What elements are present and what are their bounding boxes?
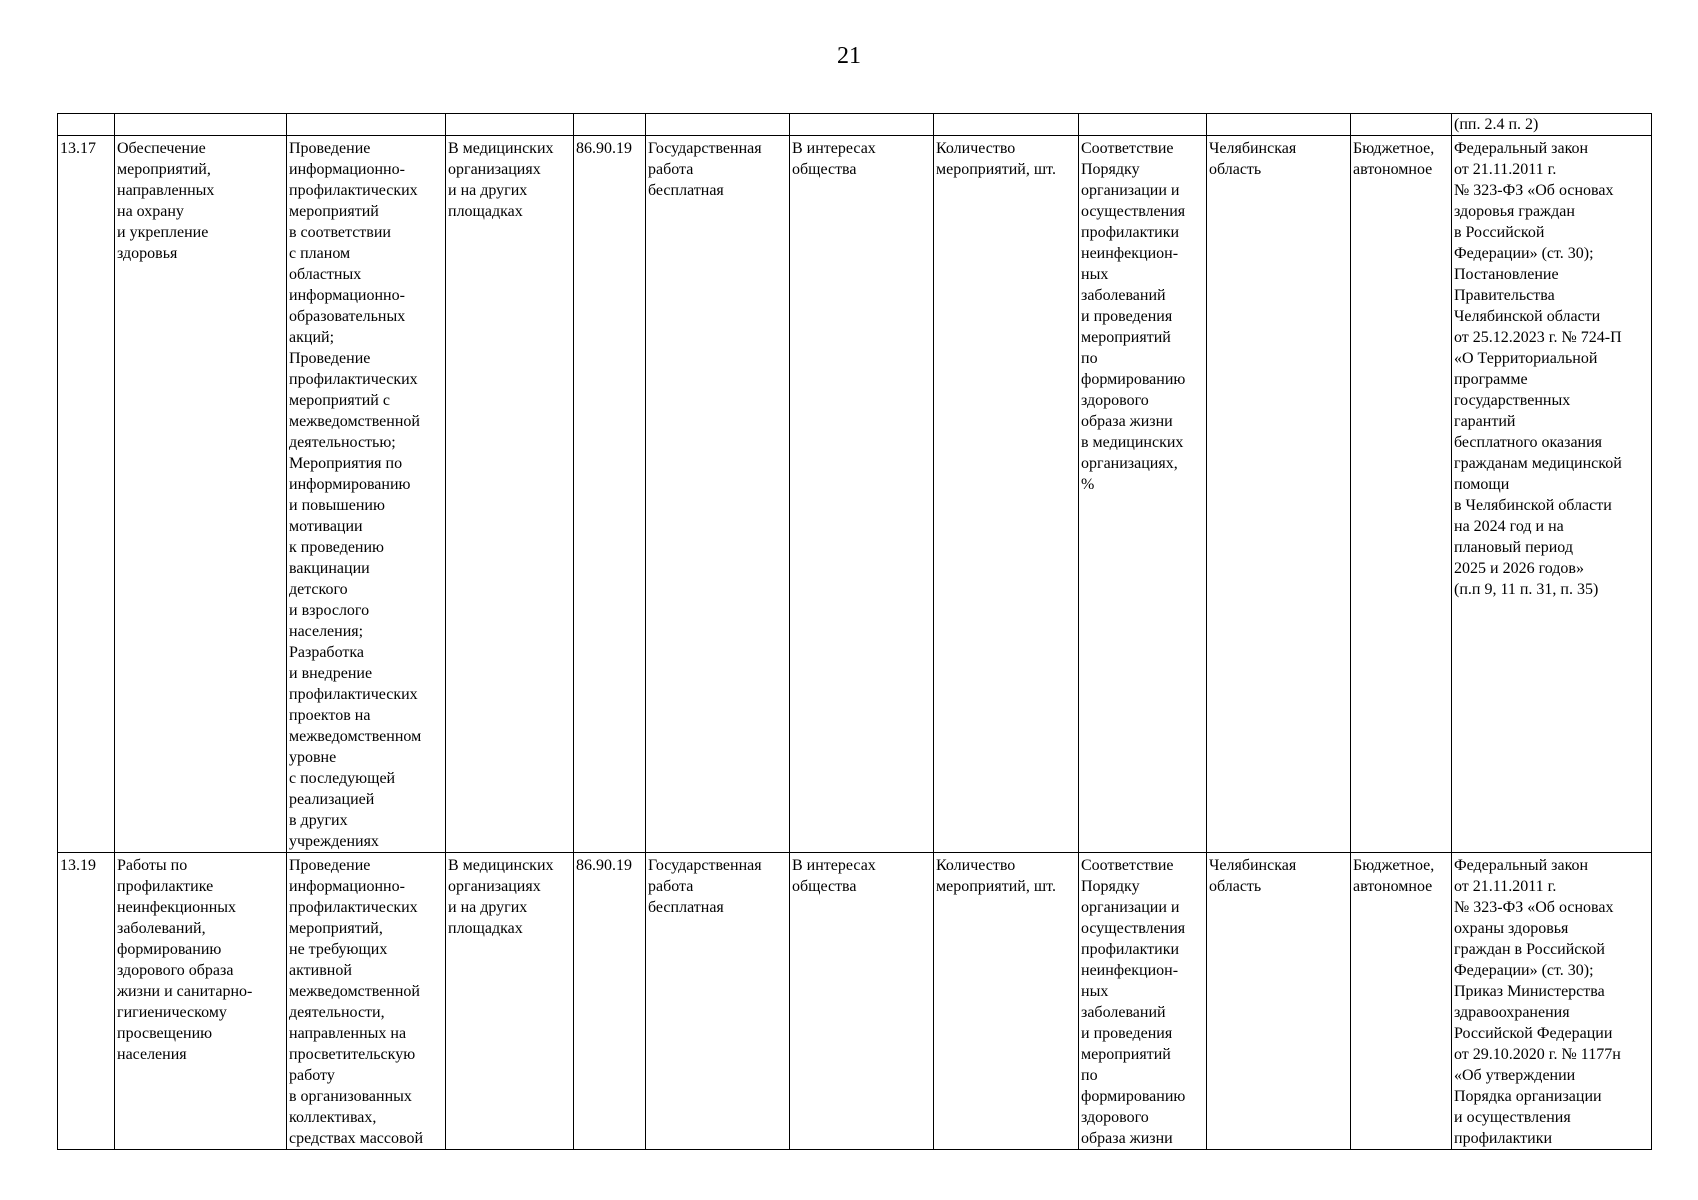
table-row-13-19: [58, 853, 1652, 1150]
cell-founder: Челябинская область: [1207, 136, 1351, 853]
cell-quality: Соответствие Порядку организации и осуществления профилактики неинфекцион- ных заболеваний и проведения мероприятий по формированию здорового образа жизни в медицинских организациях, %: [1079, 136, 1207, 853]
cell-content: [287, 114, 446, 136]
cell-volume: Количество мероприятий, шт.: [934, 136, 1079, 853]
cell-content: Проведение информационно- профилактических мероприятий, не требующих активной межведомственной деятельности, направленных на просветительскую работу в организованных коллективах, средствах массовой: [287, 853, 446, 1150]
cell-okved: [574, 114, 646, 136]
services-table: [57, 113, 1652, 1150]
cell-quality: [1079, 114, 1207, 136]
table-row-13-17: [58, 136, 1652, 853]
cell-number: [58, 114, 115, 136]
cell-name: [115, 114, 287, 136]
cell-quality: Соответствие Порядку организации и осуществления профилактики неинфекцион- ных заболеваний и проведения мероприятий по формированию здорового образа жизни: [1079, 853, 1207, 1150]
cell-consumers: В интересах общества: [790, 853, 934, 1150]
cell-place: В медицинских организациях и на других площадках: [446, 136, 574, 853]
cell-okved: 86.90.19: [574, 853, 646, 1150]
cell-consumers: В интересах общества: [790, 136, 934, 853]
cell-volume: [934, 114, 1079, 136]
cell-basis: Федеральный закон от 21.11.2011 г. № 323-ФЗ «Об основах охраны здоровья граждан в Российской Федерации» (ст. 30); Приказ Министерства здравоохранения Российской Федерации от 29.10.2020 г. № 1177н «Об утверждении Порядка организации и осуществления профилактики: [1452, 853, 1652, 1150]
cell-place: [446, 114, 574, 136]
table-row-continuation: [58, 114, 1652, 136]
cell-type: Государственная работа бесплатная: [646, 853, 790, 1150]
cell-founder: [1207, 114, 1351, 136]
cell-number: 13.19: [58, 853, 115, 1150]
cell-place: В медицинских организациях и на других площадках: [446, 853, 574, 1150]
cell-number: 13.17: [58, 136, 115, 853]
cell-volume: Количество мероприятий, шт.: [934, 853, 1079, 1150]
cell-content: Проведение информационно- профилактических мероприятий в соответствии с планом областных информационно- образовательных акций; Проведение профилактических мероприятий с межведомственной деятельностью; Мероприятия по информированию и повышению мотивации к проведению вакцинации детского и взрослого населения; Разработка и внедрение профилактических проектов на межведомственном уровне с последующей реализацией в других учреждениях: [287, 136, 446, 853]
cell-institution: [1351, 114, 1452, 136]
cell-institution: Бюджетное, автономное: [1351, 136, 1452, 853]
cell-institution: Бюджетное, автономное: [1351, 853, 1452, 1150]
cell-type: Государственная работа бесплатная: [646, 136, 790, 853]
cell-basis: Федеральный закон от 21.11.2011 г. № 323-ФЗ «Об основах здоровья граждан в Российской Федерации» (ст. 30); Постановление Правительства Челябинской области от 25.12.2023 г. № 724-П «О Территориальной программе государственных гарантий бесплатного оказания гражданам медицинской помощи в Челябинской области на 2024 год и на плановый период 2025 и 2026 годов» (п.п 9, 11 п. 31, п. 35): [1452, 136, 1652, 853]
cell-founder: Челябинская область: [1207, 853, 1351, 1150]
cell-basis: (пп. 2.4 п. 2): [1452, 114, 1652, 136]
cell-consumers: [790, 114, 934, 136]
page-number: 21: [837, 43, 861, 69]
cell-name: Обеспечение мероприятий, направленных на охрану и укрепление здоровья: [115, 136, 287, 853]
cell-type: [646, 114, 790, 136]
cell-name: Работы по профилактике неинфекционных заболеваний, формированию здорового образа жизни и санитарно- гигиеническому просвещению населения: [115, 853, 287, 1150]
cell-okved: 86.90.19: [574, 136, 646, 853]
